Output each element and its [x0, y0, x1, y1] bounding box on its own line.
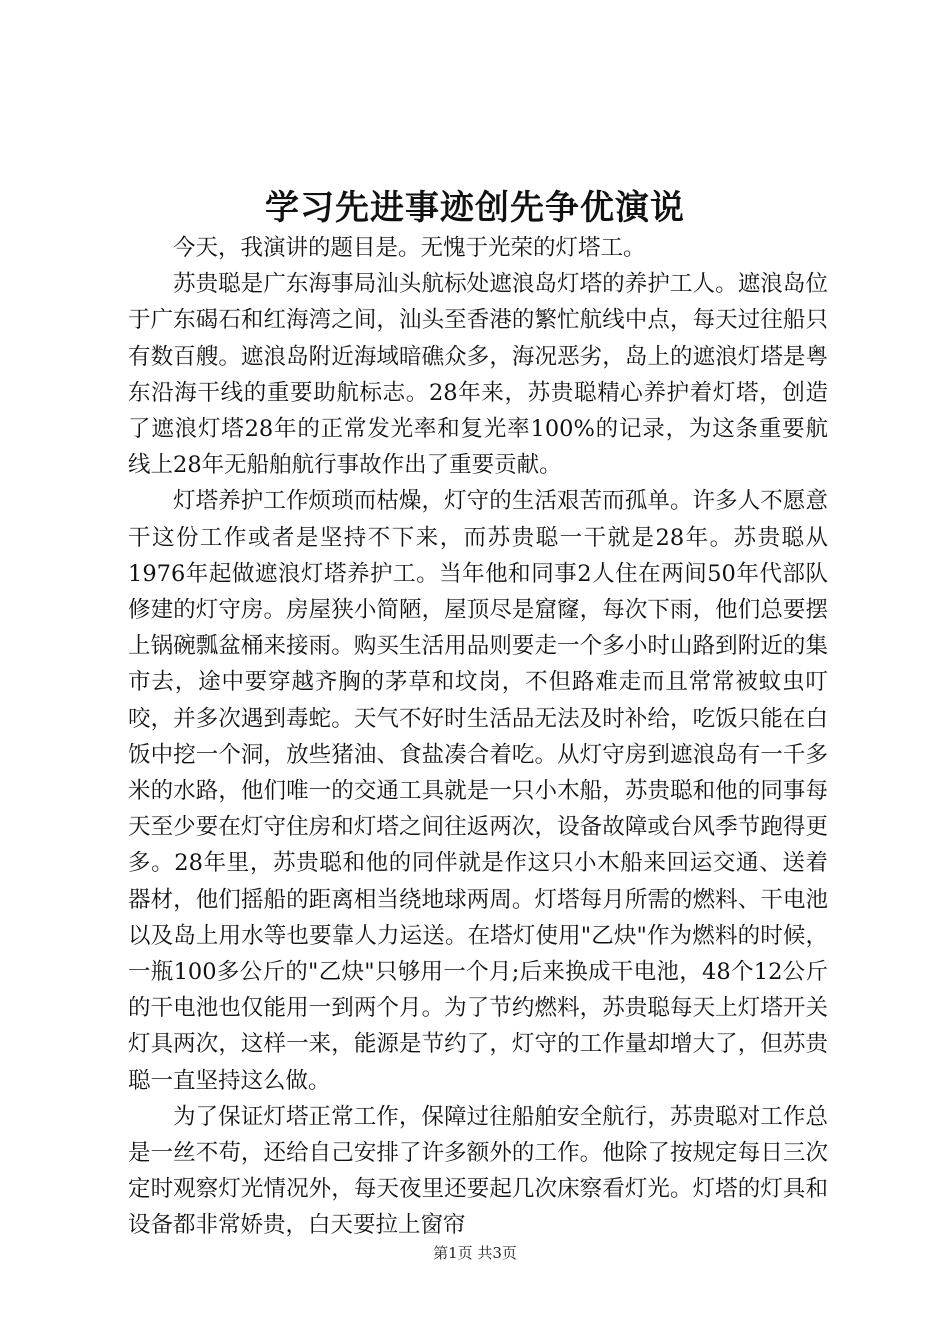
document-title: 学习先进事迹创先争优演说 — [265, 188, 685, 228]
paragraph: 灯塔养护工作烦琐而枯燥，灯守的生活艰苦而孤单。许多人不愿意干这份工作或者是坚持不下来，而苏贵聪一干就是28年。苏贵聪从1976年起做遮浪灯塔养护工。当年他和同事2人住在两间50年代部队修建的灯守房。房屋狭小简陋，屋顶尽是窟窿，每次下雨，他们总要摆上锅碗瓢盆桶来接雨。购买生活用品则要走一个多小时山路到附近的集市去，途中要穿越齐胸的茅草和坟岗，不但路难走而且常常被蚊虫叮咬，并多次遇到毒蛇。天气不好时生活品无法及时补给，吃饭只能在白饭中挖一个洞，放些猪油、食盐凑合着吃。从灯守房到遮浪岛有一千多米的水路，他们唯一的交通工具就是一只小木船，苏贵聪和他的同事每天至少要在灯守住房和灯塔之间往返两次，设备故障或台风季节跑得更多。28年里，苏贵聪和他的同伴就是作这只小木船来回运交通、送着器材，他们摇船的距离相当绕地球两周。灯塔每月所需的燃料、干电池以及岛上用水等也要靠人力运送。在塔灯使用"乙炔"作为燃料的时候，一瓶100多公斤的"乙炔"只够用一个月;后来换成干电池，48个12公斤的干电池也仅能用一到两个月。为了节约燃料，苏贵聪每天上灯塔开关灯具两次，这样一来，能源是节约了，灯守的工作量却增大了，但苏贵聪一直坚持这么做。 — [128, 488, 828, 1094]
paragraph: 为了保证灯塔正常工作，保障过往船舶安全航行，苏贵聪对工作总是一丝不苟，还给自己安排了许多额外的工作。他除了按规定每日三次定时观察灯光情况外，每天夜里还要起几次床察看灯光。灯塔的灯具和设备都非常娇贵，白天要拉上窗帘 — [128, 1103, 828, 1239]
paragraph: 苏贵聪是广东海事局汕头航标处遮浪岛灯塔的养护工人。遮浪岛位于广东碣石和红海湾之间，汕头至香港的繁忙航线中点，每天过往船只有数百艘。遮浪岛附近海域暗礁众多，海况恶劣，岛上的遮浪灯塔是粤东沿海干线的重要助航标志。28年来，苏贵聪精心养护着灯塔，创造了遮浪灯塔28年的正常发光率和复光率100%的记录，为这条重要航线上28年无船舶航行事故作出了重要贡献。 — [128, 271, 828, 479]
page-footer: 第1页 共3页 — [433, 1244, 517, 1262]
paragraph: 今天，我演讲的题目是。无愧于光荣的灯塔工。 — [173, 235, 646, 261]
document-body — [128, 230, 828, 1244]
